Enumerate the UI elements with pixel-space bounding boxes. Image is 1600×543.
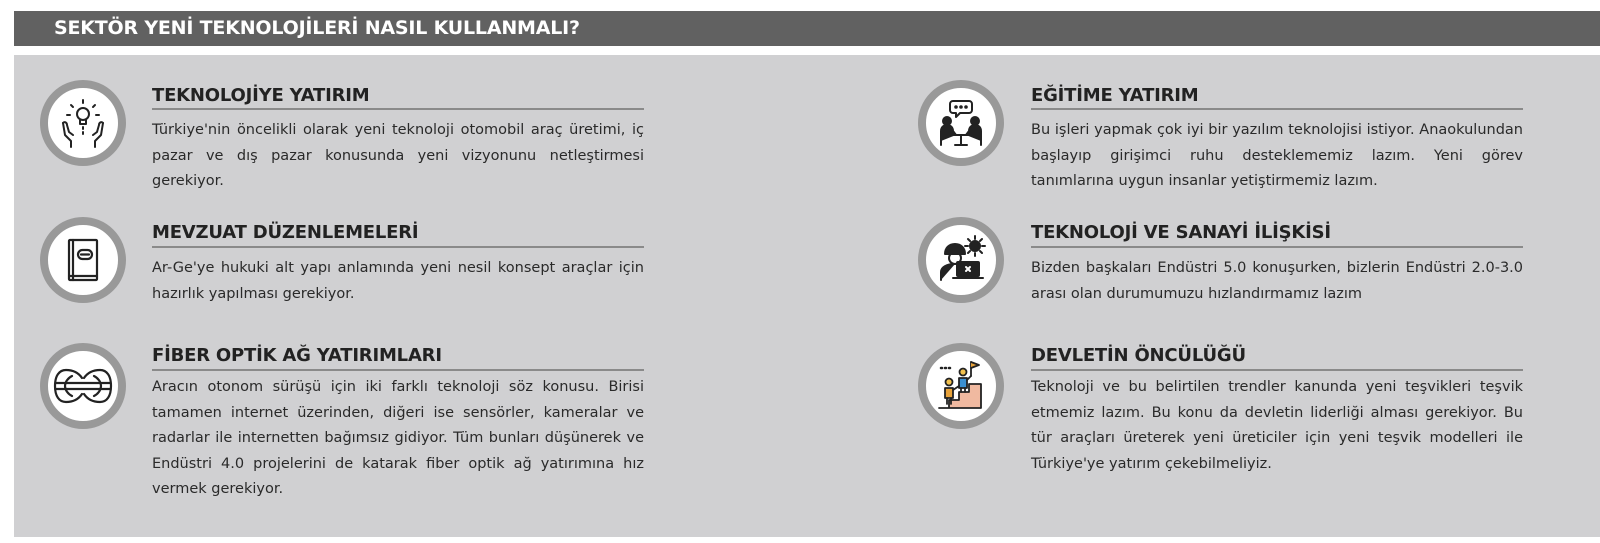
title-divider <box>1031 369 1523 371</box>
header-bar <box>14 11 1600 46</box>
title-divider <box>152 369 644 371</box>
item-description: Ar-Ge'ye hukuki alt yapı anlamında yeni nesil konsept araçlar için hazırlık yapılması gerekiyor. <box>152 260 644 302</box>
book-icon <box>40 217 126 303</box>
item-description: Bu işleri yapmak çok iyi bir yazılım teknolojisi istiyor. Anaokulundan başlayıp girişimci ruhu desteklememiz lazım. Yeni görev tanımlarına uygun insanlar yetiştirmemiz lazım. <box>1031 122 1523 189</box>
item-title: MEVZUAT DÜZENLEMELERİ <box>152 222 419 243</box>
item-title: TEKNOLOJİ VE SANAYİ İLİŞKİSİ <box>1031 222 1331 243</box>
title-divider <box>1031 246 1523 248</box>
fiber-optic-icon <box>40 343 126 429</box>
item-description: Teknoloji ve bu belirtilen trendler kanunda yeni teşvikleri teşvik etmemiz lazım. Bu konu da devletin liderliği alması gerekiyor. Bu tür araçları üreterek yeni üreticiler için yeni teşvik modelleri ile Türkiye'ye yatırım çekebilmeliyiz. <box>1031 379 1523 472</box>
title-divider <box>152 108 644 110</box>
item-title: DEVLETİN ÖNCÜLÜĞÜ <box>1031 345 1246 366</box>
item-title: FİBER OPTİK AĞ YATIRIMLARI <box>152 345 442 366</box>
item-description: Aracın otonom sürüşü için iki farklı teknoloji söz konusu. Birisi tamamen internet üzerinden, diğeri ise sensörler, kameralar ve radarlar ile internetten bağımsız gidiyor. Tüm bunları düşünerek ve Endüstri 4.0 projelerini de katarak fiber optik ağ yatırımına hız vermek gerekiyor. <box>152 379 644 497</box>
engineer-laptop-icon <box>918 217 1004 303</box>
title-divider <box>1031 108 1523 110</box>
item-description: Türkiye'nin öncelikli olarak yeni teknoloji otomobil araç üretimi, iç pazar ve dış pazar konusunda yeni vizyonunu netleştirmesi gerekiyor. <box>152 122 644 189</box>
item-title: EĞİTİME YATIRIM <box>1031 85 1199 106</box>
meeting-icon <box>918 80 1004 166</box>
page-title: SEKTÖR YENİ TEKNOLOJİLERİ NASIL KULLANMALI? <box>54 17 580 39</box>
hands-lightbulb-icon <box>40 80 126 166</box>
title-divider <box>152 246 644 248</box>
item-description: Bizden başkaları Endüstri 5.0 konuşurken, bizlerin Endüstri 2.0-3.0 arası olan durumumuzu hızlandırmamız lazım <box>1031 260 1523 302</box>
leadership-stairs-icon <box>918 343 1004 429</box>
item-title: TEKNOLOJİYE YATIRIM <box>152 85 370 106</box>
